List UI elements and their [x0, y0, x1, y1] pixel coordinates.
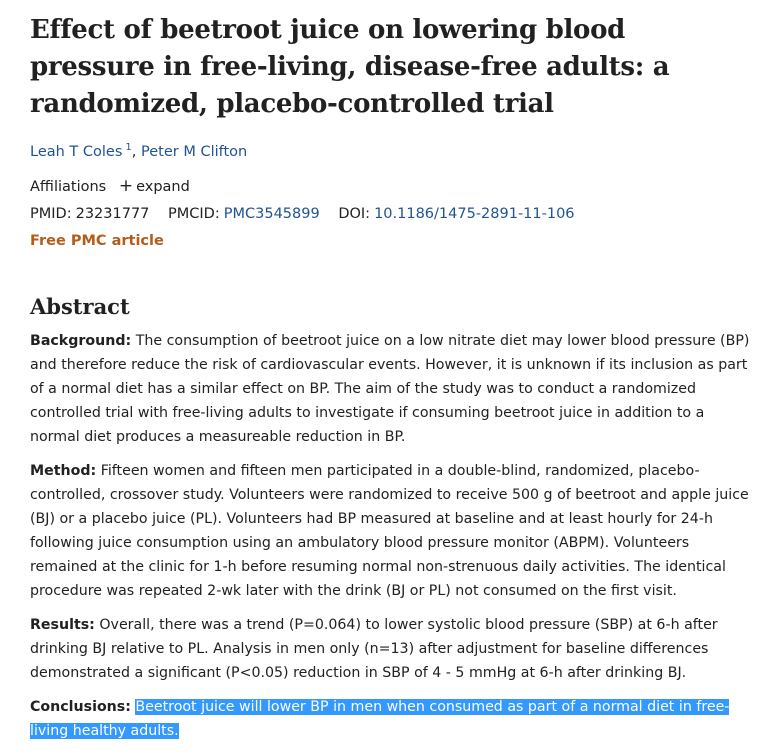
abstract-results	[30, 613, 750, 685]
abstract-background	[30, 329, 750, 449]
affiliation-marker[interactable]: 1	[125, 142, 132, 153]
pmid-label: PMID:	[30, 205, 72, 222]
background-text: The consumption of beetroot juice on a low nitrate diet may lower blood pressure (BP) and therefore reduce the risk of cardiovascular events. However, it is unknown if its inclusion as part of a normal diet has a similar effect on BP. The aim of the study was to conduct a randomized controlled trial with free-living adults to investigate if consuming beetroot juice in addition to a normal diet produces a measureable reduction in BP.	[30, 332, 750, 445]
results-text: Overall, there was a trend (P=0.064) to lower systolic blood pressure (SBP) at 6-h after drinking BJ relative to PL. Analysis in men only (n=13) after adjustment for baseline differences demonstrated a significant (P<0.05) reduction in SBP of 4 - 5 mmHg at 6-h after drinking BJ.	[30, 616, 718, 681]
article-page	[30, 12, 750, 753]
doi-link[interactable]: 10.1186/1475-2891-11-106	[374, 205, 575, 222]
doi-label: DOI:	[338, 205, 371, 222]
pmid-value: 23231777	[75, 205, 150, 222]
free-pmc-article-link[interactable]: Free PMC article	[30, 232, 164, 249]
author-separator: ,	[131, 143, 137, 160]
results-label: Results:	[30, 616, 95, 633]
article-title: Effect of beetroot juice on lowering blood pressure in free-living, disease-free adults: a randomized, placebo-controlled trial	[30, 15, 670, 119]
abstract-conclusions	[30, 695, 750, 743]
method-text: Fifteen women and fifteen men participated in a double-blind, randomized, placebo-controlled, crossover study. Volunteers were randomized to receive 500 g of beetroot and apple juice (BJ) or a placebo juice (PL). Volunteers had BP measured at baseline and at least hourly for 24-h following juice consumption using an ambulatory blood pressure monitor (ABPM). Volunteers remained at the clinic for 1-h before resuming normal non-strenuous daily activities. The identical procedure was repeated 2-wk later with the drink (BJ or PL) not consumed on the first visit.	[30, 462, 749, 599]
conclusions-text-selected[interactable]: Beetroot juice will lower BP in men when consumed as part of a normal diet in free-living healthy adults.	[30, 698, 730, 739]
abstract-heading: Abstract	[30, 293, 130, 319]
identifiers-row	[30, 201, 750, 228]
affiliations-row	[30, 173, 750, 201]
affiliations-label: Affiliations	[30, 178, 107, 195]
expand-affiliations-button[interactable]	[118, 175, 190, 196]
conclusions-label: Conclusions:	[30, 698, 131, 715]
author-link-coles[interactable]: Leah T Coles	[30, 143, 123, 160]
background-label: Background:	[30, 332, 132, 349]
pmcid-link[interactable]: PMC3545899	[223, 205, 320, 222]
plus-icon: +	[118, 175, 134, 196]
author-link-clifton[interactable]: Peter M Clifton	[141, 143, 248, 160]
pmcid-label: PMCID:	[168, 205, 220, 222]
authors-list	[30, 137, 750, 163]
method-label: Method:	[30, 462, 97, 479]
abstract-method	[30, 459, 750, 603]
expand-label: expand	[136, 178, 190, 195]
